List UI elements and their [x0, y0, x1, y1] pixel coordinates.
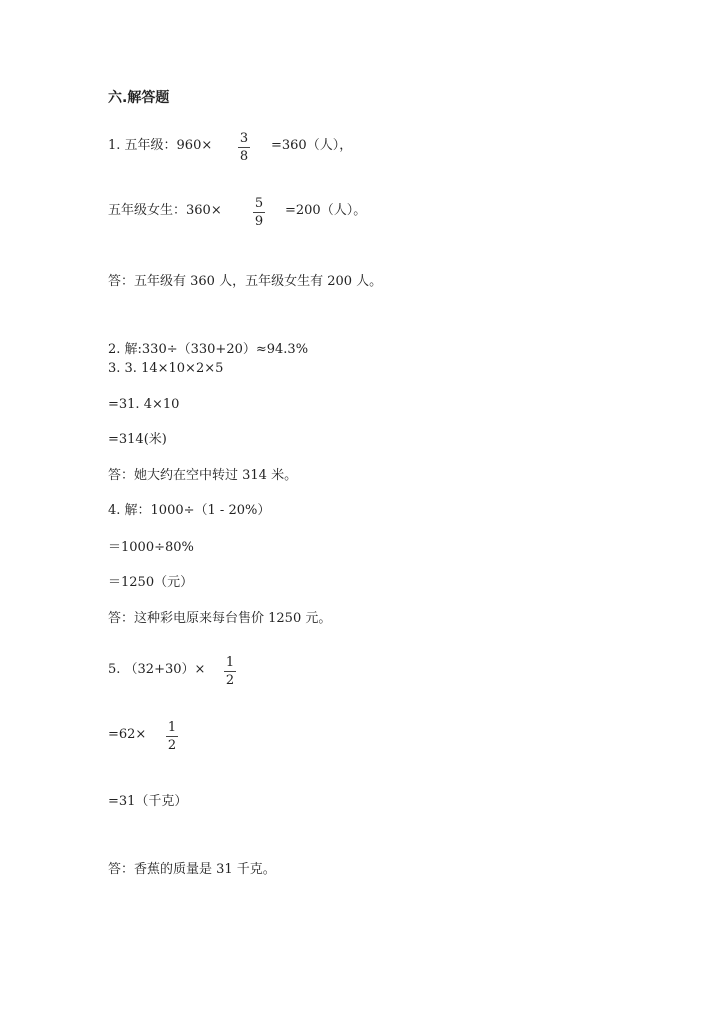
fraction-bar	[253, 212, 265, 213]
q5-answer: 答：香蕉的质量是 31 千克。	[108, 862, 276, 877]
fraction-bar	[238, 147, 250, 148]
q4-line2: ＝1000÷80%	[108, 540, 194, 555]
q5-line2-prefix: =62×	[108, 727, 147, 742]
q1-line2-denominator: 9	[254, 214, 264, 229]
q4-answer: 答：这种彩电原来每台售价 1250 元。	[108, 611, 332, 626]
q5-line1-numerator: 1	[225, 655, 235, 670]
q5-line2-numerator: 1	[167, 720, 177, 735]
q3-answer: 答：她大约在空中转过 314 米。	[108, 468, 298, 483]
q3-line3: =314(米)	[108, 432, 167, 447]
fraction-bar	[166, 736, 178, 737]
q1-line1-denominator: 8	[239, 149, 249, 164]
fraction-bar	[224, 671, 236, 672]
q1-line2-suffix: =200（人）。	[285, 203, 367, 218]
q1-line1-fraction	[238, 131, 250, 164]
q2-line1: 2. 解:330÷（330+20）≈94.3%	[108, 342, 309, 357]
q1-line1-prefix: 1. 五年级：960×	[108, 138, 213, 153]
q1-line2-prefix: 五年级女生：360×	[108, 203, 222, 218]
section-title: 六.解答题	[108, 90, 170, 106]
q3-line1: 3. 3. 14×10×2×5	[108, 361, 224, 376]
q1-line1-numerator: 3	[239, 131, 249, 146]
q5-line1-fraction	[224, 655, 236, 688]
q1-answer: 答：五年级有 360 人，五年级女生有 200 人。	[108, 274, 383, 289]
q5-line2-fraction	[166, 720, 178, 753]
q5-line1-denominator: 2	[225, 673, 235, 688]
q5-line3: =31（千克）	[108, 794, 188, 809]
q1-line1-suffix: =360（人），	[271, 138, 353, 153]
q1-line2-fraction	[253, 196, 265, 229]
q5-line2-denominator: 2	[167, 738, 177, 753]
q5-line1-prefix: 5. （32+30）×	[108, 662, 206, 677]
q1-line2-numerator: 5	[254, 196, 264, 211]
q4-line1: 4. 解：1000÷（1 - 20%）	[108, 503, 271, 518]
q4-line3: ＝1250（元）	[108, 575, 194, 590]
q3-line2: =31. 4×10	[108, 397, 180, 412]
